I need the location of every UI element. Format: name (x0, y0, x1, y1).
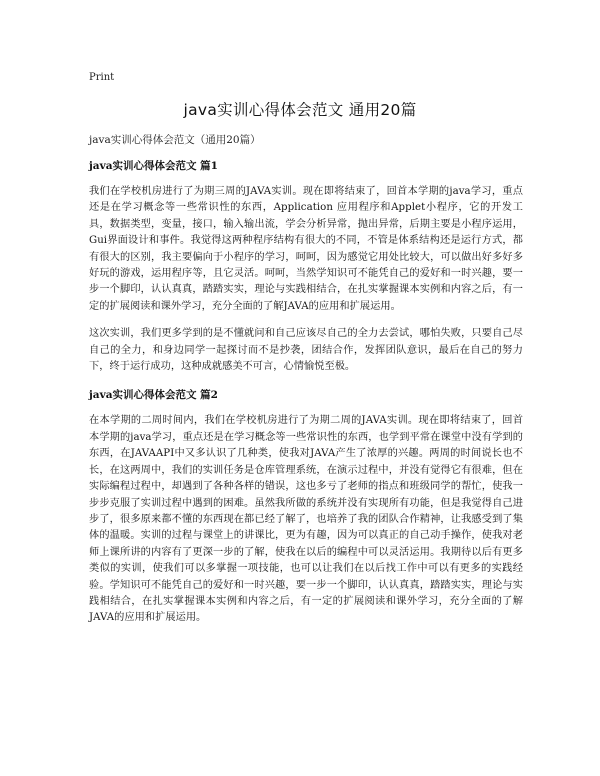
section-paragraph: 这次实训，我们更多学到的是不懂就问和自己应该尽自己的全力去尝试，哪怕失败，只要自己尽自己的全力，和身边同学一起探讨而不是抄袭，团结合作，发挥团队意识，最后在自己的努力下，终于运行成功，这种成就感美不可言，心情愉悦至极。 (89, 328, 523, 373)
section-paragraph: 在本学期的二周时间内，我们在学校机房进行了为期二周的JAVA实训。现在即将结束了，回首本学期的java学习，重点还是在学习概念等一些常识性的东西，也学到平常在课堂中没有学到的东西，在JAVAAPI中又多认识了几种类，使我对JAVA产生了浓厚的兴趣。两周的时间说长也不长，在这两周中，我们的实训任务是仓库管理系统，在演示过程中，并没有觉得它有很难，但在实际编程过程中，却遇到了各种各样的错误，这也多亏了老师的指点和班级同学的帮忙，使我一步步克服了实训过程中遇到的困难。虽然我所做的系统并没有实现所有功能，但是我觉得自己进步了，很多原来都不懂的东西现在都已经了解了，也培养了我的团队合作精神，让我感受到了集体的温暖。实训的过程与课堂上的讲课比，更为有趣，因为可以真正的自己动手操作，使我对老师上课所讲的内容有了更深一步的了解，使我在以后的编程中可以灵活运用。我期待以后有更多类似的实训，使我们可以多掌握一项技能，也可以让我们在以后找工作中可以有更多的实践经验。学知识可不能凭自己的爱好和一时兴趣，要一步一个脚印，认认真真，踏踏实实，理论与实践相结合，在扎实掌握课本实例和内容之后，有一定的扩展阅读和课外学习，充分全面的了解JAVA的应用和扩展运用。 (89, 415, 523, 624)
section-1 (89, 159, 523, 375)
section-heading: java实训心得体会范文 篇2 (89, 389, 218, 402)
section-heading: java实训心得体会范文 篇1 (89, 160, 218, 172)
document-body (89, 133, 523, 638)
document-subtitle: java实训心得体会范文（通用20篇） (89, 134, 261, 146)
section-2 (89, 388, 523, 626)
section-paragraph: 我们在学校机房进行了为期三周的JAVA实训。现在即将结束了，回首本学期的java学习，重点还是在学习概念等一些常识性的东西，Application 应用程序和Applet小程序，它的开发工具，数据类型，变量，接口，输入输出流，学会分析异常，抛出异常，后期主要是小程序运用，Gui界面设计和事件。我觉得这两种程序结构有很大的不同，不管是体系结构还是运行方式，都有很大的区别，我主要偏向于小程序的学习，呵呵，因为感觉它用处比较大，可以做出好多好多好玩的游戏，运用程序等，且它灵活。呵呵，当然学知识可不能凭自己的爱好和一时兴趣，要一步一个脚印，认认真真，踏踏实实，理论与实践相结合，在扎实掌握课本实例和内容之后，有一定的扩展阅读和课外学习，充分全面的了解JAVA的应用和扩展运用。 (89, 186, 523, 312)
print-label[interactable]: Print (89, 72, 115, 83)
document-title: java实训心得体会范文 通用20篇 (183, 101, 417, 119)
